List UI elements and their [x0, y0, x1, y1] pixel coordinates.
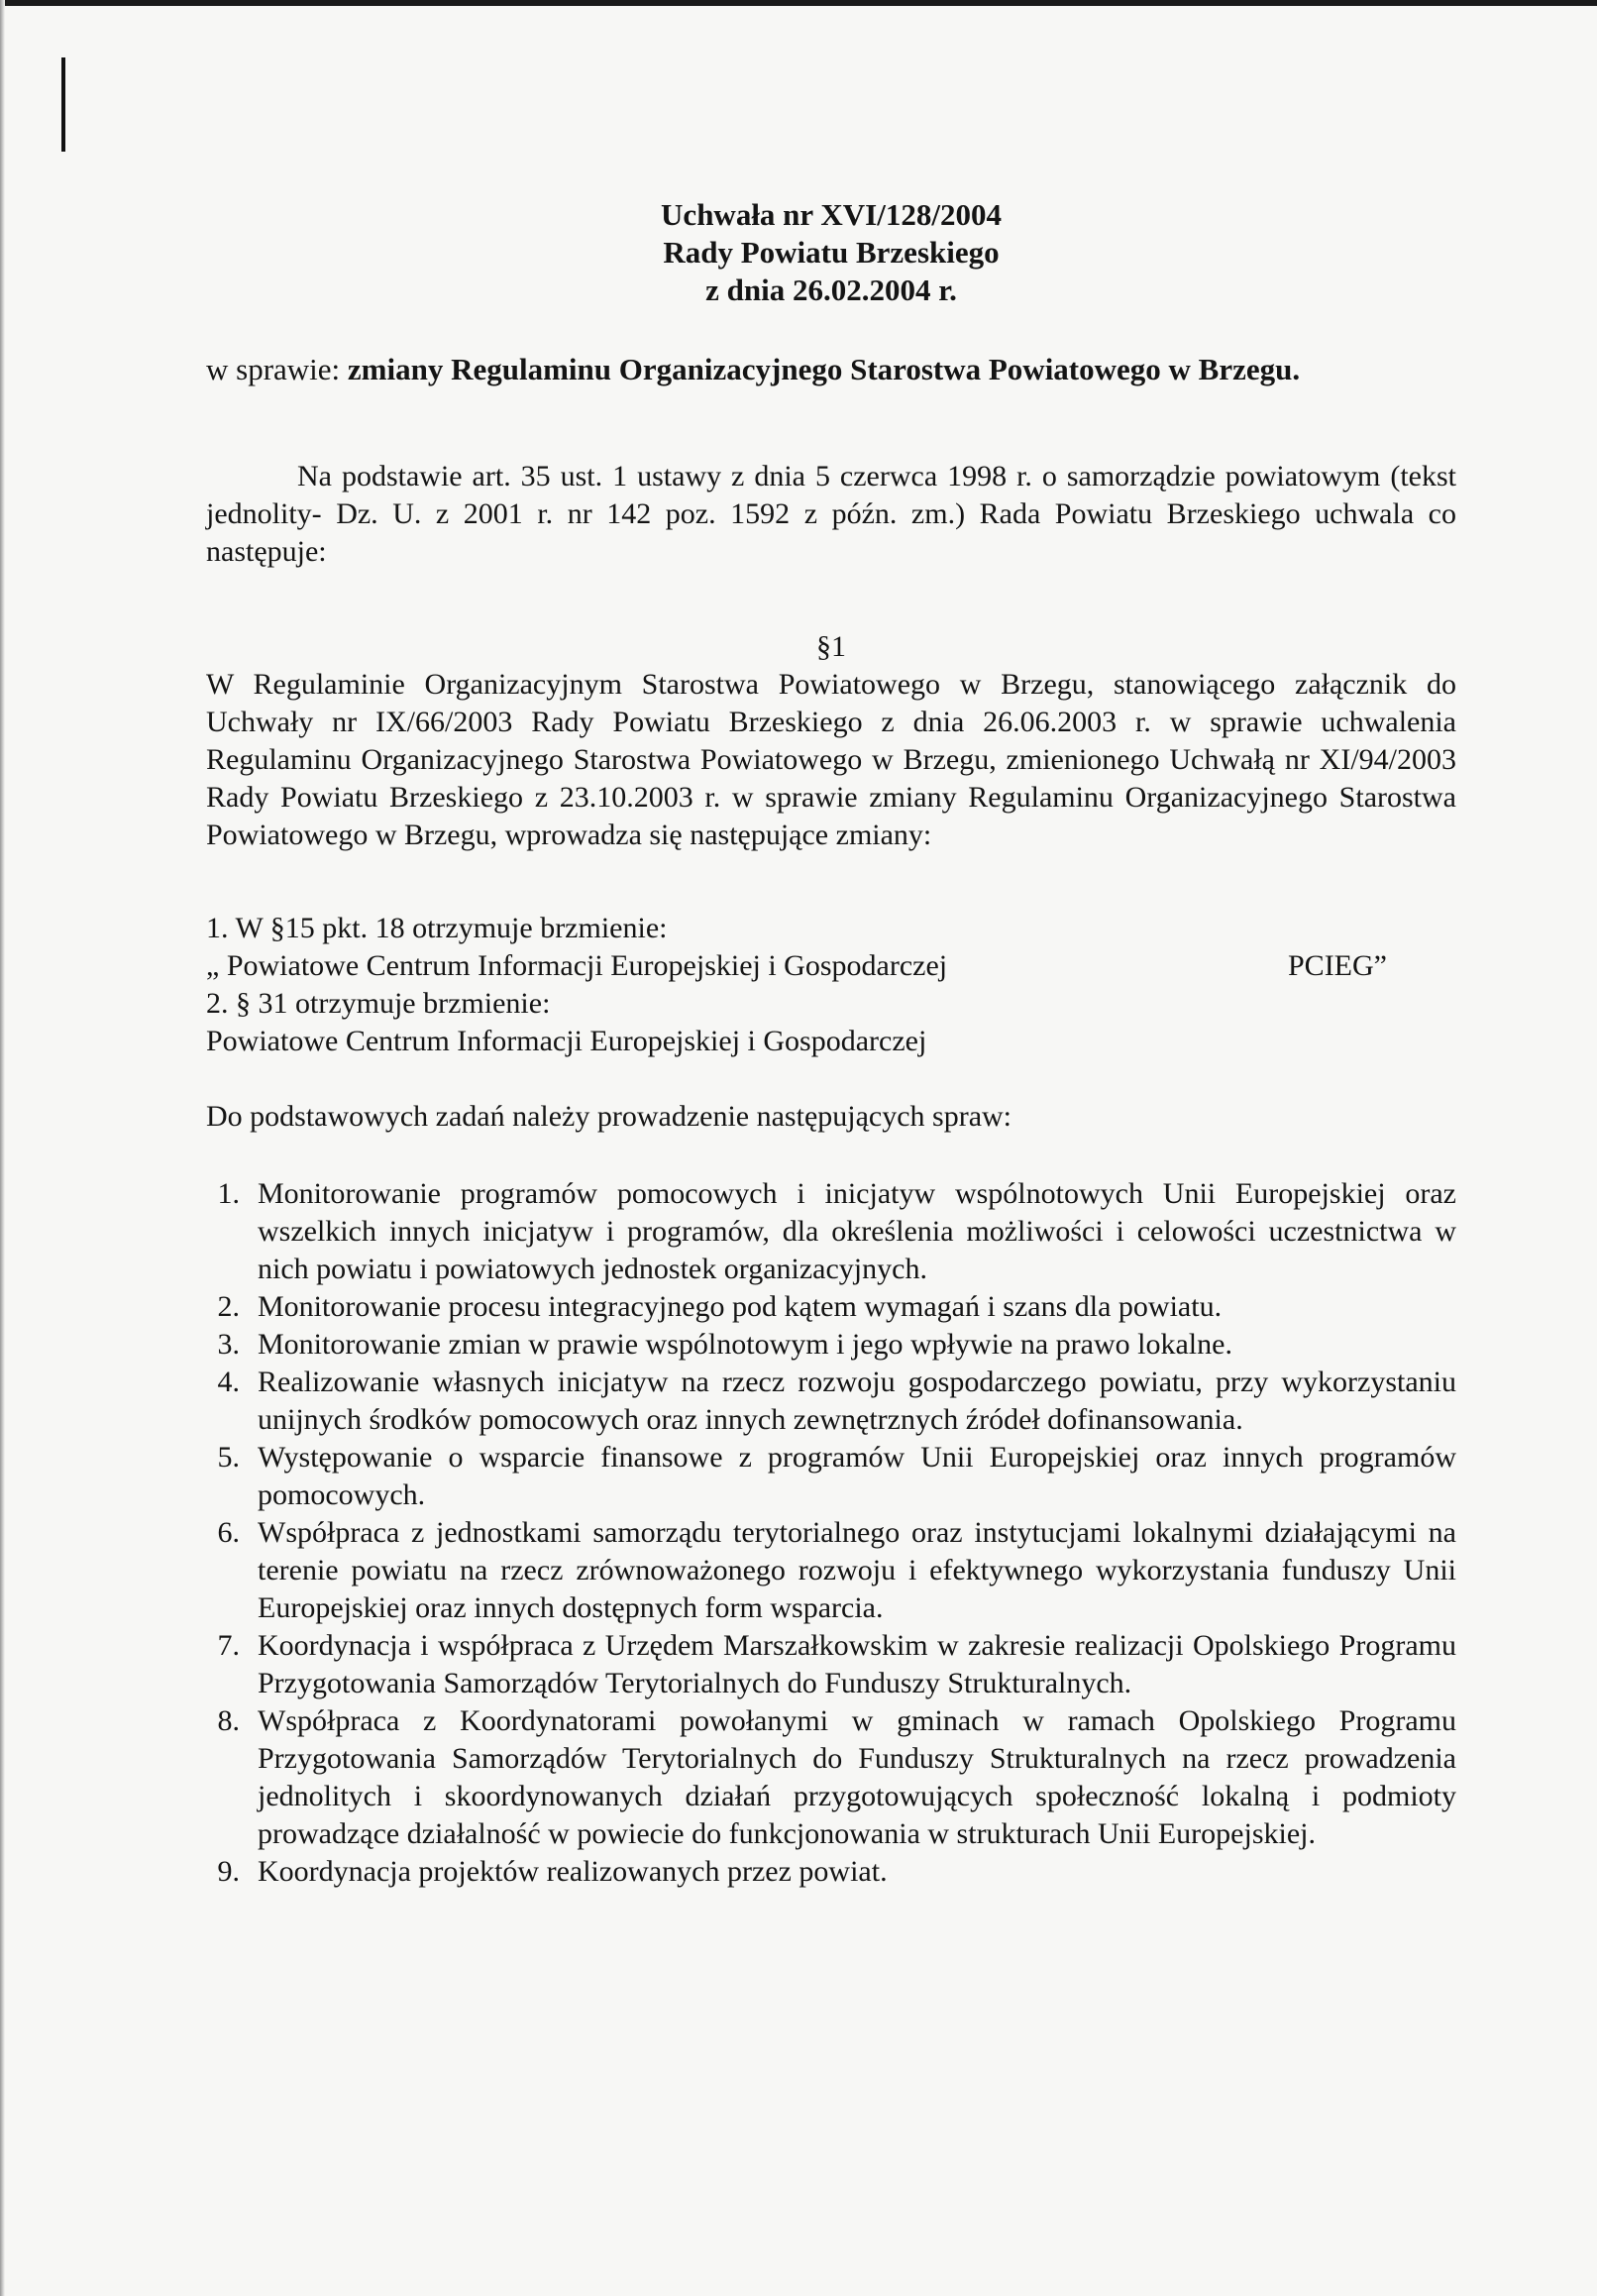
council-name: Rady Powiatu Brzeskiego [663, 235, 1000, 270]
list-item-number: 5. [217, 1441, 240, 1474]
list-item-number: 4. [217, 1366, 240, 1398]
list-item-text: Koordynacja projektów realizowanych przez powiat. [258, 1855, 888, 1888]
list-item-text: Monitorowanie procesu integracyjnego pod kątem wymagań i szans dla powiatu. [258, 1290, 1223, 1323]
scan-top-edge [0, 0, 1597, 6]
subject-prefix: w sprawie: [206, 352, 348, 386]
changes-block [206, 910, 1456, 1060]
document-content [206, 196, 1456, 1891]
list-item [206, 1514, 1456, 1627]
legal-basis-paragraph: Na podstawie art. 35 ust. 1 ustawy z dnia 5 czerwca 1998 r. o samorządzie powiatowym (tekst jednolity- Dz. U. z 2001 r. nr 142 poz. 1592 z późn. zm.) Rada Powiatu Brzeskiego uchwala co następuje: [206, 460, 1456, 568]
list-item [206, 1702, 1456, 1853]
list-item [206, 1175, 1456, 1288]
scan-left-edge [0, 0, 5, 2296]
list-item [206, 1364, 1456, 1439]
list-item-text: Koordynacja i współpraca z Urzędem Marszałkowskim w zakresie realizacji Opolskiego Programu Przygotowania Samorządów Terytorialnych do Funduszy Strukturalnych. [258, 1629, 1456, 1699]
list-item [206, 1853, 1456, 1891]
list-item-text: Występowanie o wsparcie finansowe z programów Unii Europejskiej oraz innych programów pomocowych. [258, 1441, 1456, 1511]
binder-mark [61, 57, 65, 152]
list-item-number: 6. [217, 1516, 240, 1549]
list-item [206, 1439, 1456, 1514]
list-item [206, 1627, 1456, 1702]
list-item-number: 8. [217, 1704, 240, 1737]
list-item-number: 7. [217, 1629, 240, 1662]
resolution-number: Uchwała nr XVI/128/2004 [661, 197, 1002, 232]
subject-title: zmiany Regulaminu Organizacyjnego Starostwa Powiatowego w Brzegu. [347, 352, 1301, 386]
resolution-header [206, 196, 1456, 309]
change-item-1-value: „ Powiatowe Centrum Informacji Europejskiej i Gospodarczej [206, 949, 948, 982]
list-item-number: 3. [217, 1328, 240, 1361]
change-item-2: 2. § 31 otrzymuje brzmienie: [206, 987, 551, 1020]
change-item-1-value-line [206, 947, 1456, 985]
list-item-number: 1. [217, 1177, 240, 1210]
list-item-text: Monitorowanie zmian w prawie wspólnotowym i jego wpływie na prawo lokalne. [258, 1328, 1232, 1361]
change-item-1: 1. W §15 pkt. 18 otrzymuje brzmienie: [206, 912, 668, 944]
section-1-text: W Regulaminie Organizacyjnym Starostwa Powiatowego w Brzegu, stanowiącego załącznik do Uchwały nr IX/66/2003 Rady Powiatu Brzeskiego z dnia 26.06.2003 r. w sprawie uchwalenia Regulaminu Organizacyjnego Starostwa Powiatowego w Brzegu, zmienionego Uchwałą nr XI/94/2003 Rady Powiatu Brzeskiego z 23.10.2003 r. w sprawie zmiany Regulaminu Organizacyjnego Starostwa Powiatowego w Brzegu, wprowadza się następujące zmiany: [206, 668, 1456, 851]
resolution-subject [206, 351, 1456, 388]
list-item [206, 1288, 1456, 1326]
tasks-list [206, 1175, 1456, 1891]
list-item-text: Współpraca z Koordynatorami powołanymi w gminach w ramach Opolskiego Programu Przygotowania Samorządów Terytorialnych do Funduszy Strukturalnych na rzecz prowadzenia jednolitych i skoordynowanych działań przygotowujących społeczność lokalną i podmioty prowadzące działalność w powiecie do funkcjonowania w strukturach Unii Europejskiej. [258, 1704, 1456, 1850]
list-item-number: 9. [217, 1855, 240, 1888]
list-item-text: Monitorowanie programów pomocowych i inicjatyw wspólnotowych Unii Europejskiej oraz wszelkich innych inicjatyw i programów, dla określenia możliwości i celowości uczestnictwa w nich powiatu i powiatowych jednostek organizacyjnych. [258, 1177, 1456, 1285]
list-item-number: 2. [217, 1290, 240, 1323]
change-item-2-value: Powiatowe Centrum Informacji Europejskiej i Gospodarczej [206, 1025, 927, 1057]
change-item-1-abbrev: PCIEG” [1288, 949, 1387, 982]
tasks-title: Do podstawowych zadań należy prowadzenie następujących spraw: [206, 1100, 1012, 1133]
list-item-text: Realizowanie własnych inicjatyw na rzecz rozwoju gospodarczego powiatu, przy wykorzystaniu unijnych środków pomocowych oraz innych zewnętrznych źródeł dofinansowania. [258, 1366, 1456, 1436]
list-item-text: Współpraca z jednostkami samorządu terytorialnego oraz instytucjami lokalnymi działającymi na terenie powiatu na rzecz zrównoważonego rozwoju i efektywnego wykorzystania funduszy Unii Europejskiej oraz innych dostępnych form wsparcia. [258, 1516, 1456, 1624]
section-sign: §1 [816, 630, 846, 663]
resolution-date: z dnia 26.02.2004 r. [705, 273, 957, 307]
list-item [206, 1326, 1456, 1364]
